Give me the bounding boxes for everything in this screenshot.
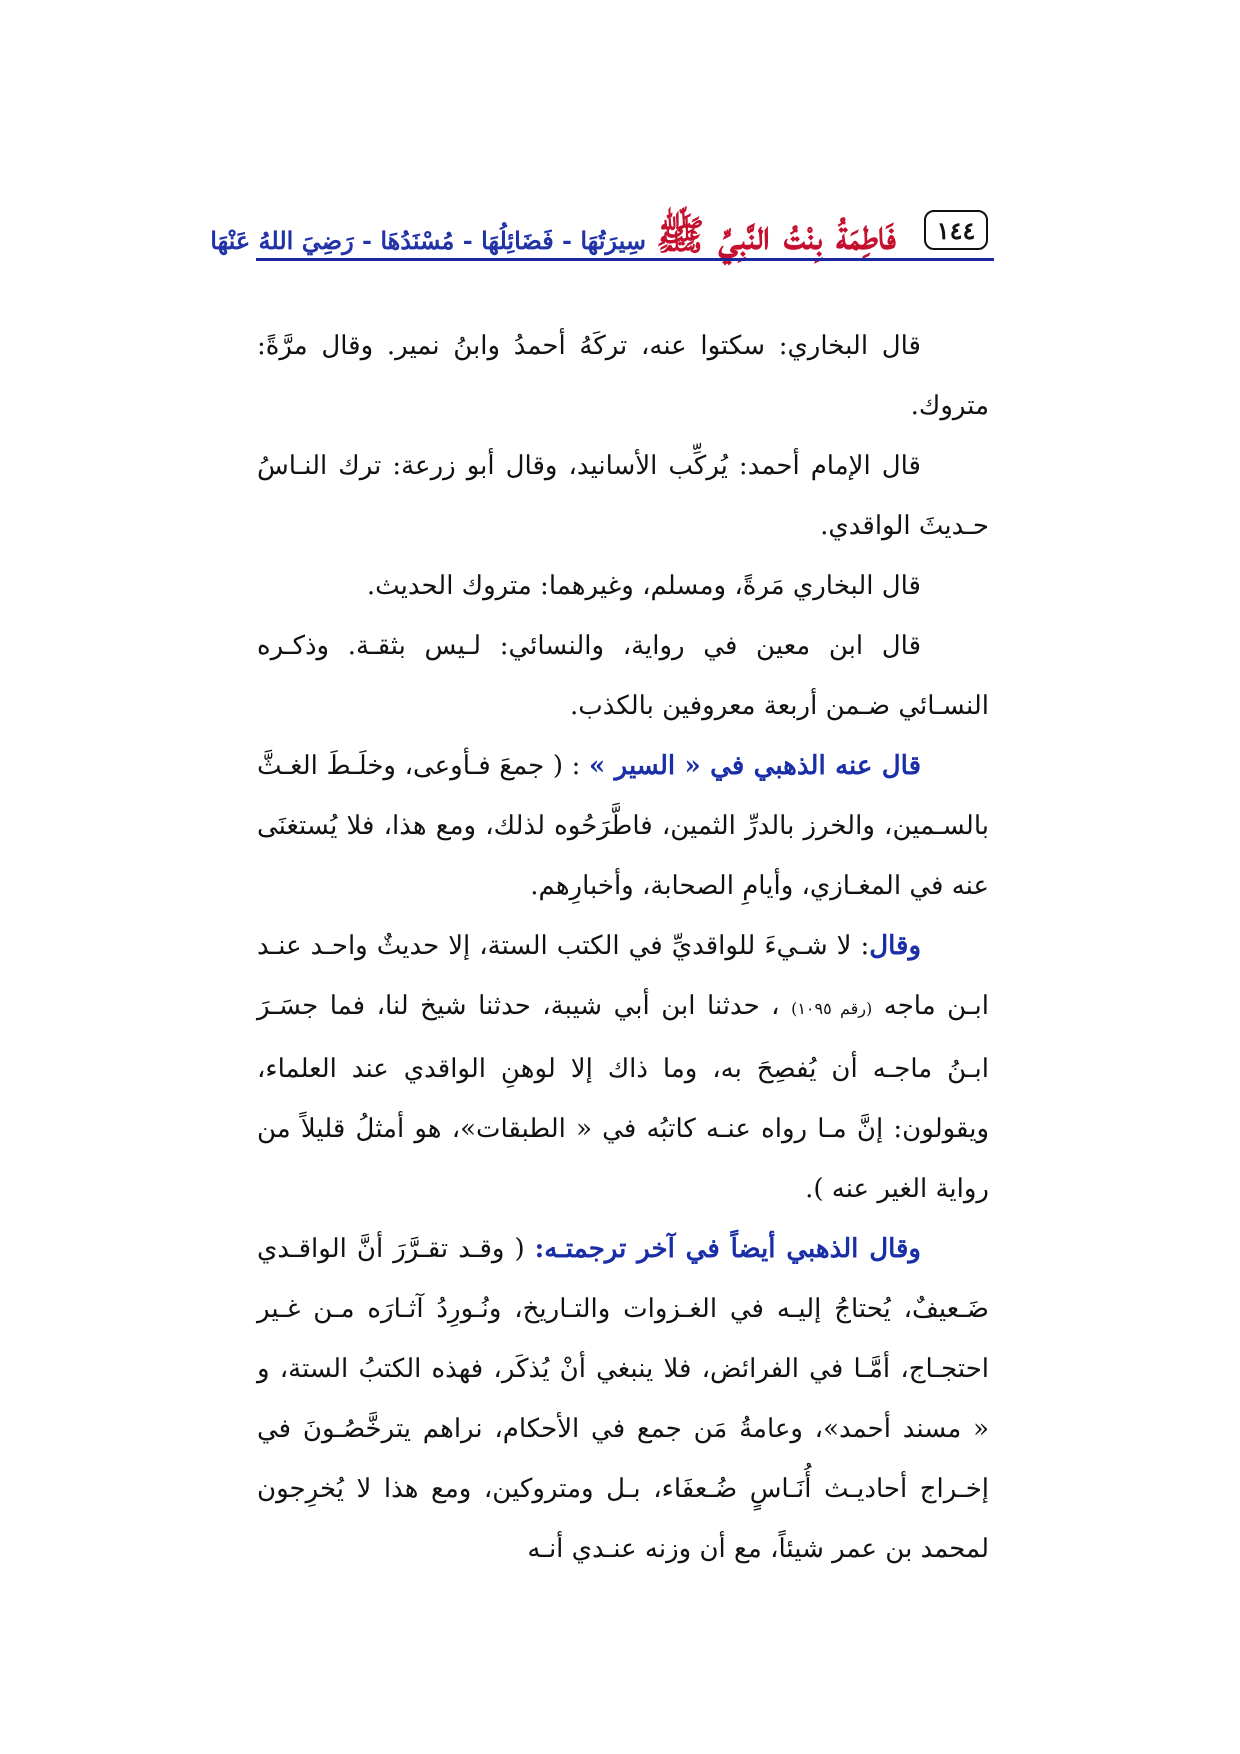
paragraph-6-note: (رقم ١٠٩٥) (791, 999, 873, 1018)
paragraph-2: قال الإمام أحمد: يُركِّب الأسانيد، وقال أبو زرعة: ترك النـاسُ حـديثَ الواقدي. (257, 451, 989, 541)
paragraph-5-lead: قال عنه الذهبي في « السير » (588, 751, 921, 781)
paragraph-6-lead: وقال (869, 931, 921, 961)
book-subtitle: سِيرَتُهَا - فَضَائِلُهَا - مُسْنَدُهَا - رَضِيَ اللهُ عَنْهَا (210, 225, 646, 255)
paragraph-7 (257, 1219, 989, 1579)
paragraph-6-text-a: : لا شـيءَ للواقديِّ في الكتب الستة، إلا حديثٌ واحـد عنـد ابـن ماجه (257, 931, 990, 1021)
running-title (210, 196, 896, 259)
page-header (210, 196, 994, 262)
paragraph-6-text-b: ، حدثنا ابن أبي شيبة، حدثنا شيخ لنا، فما جسَـرَ ابـنُ ماجـه أن يُفصِحَ به، وما ذاك إلا لوهنِ الواقدي عند العلماء، ويقولون: إنَّ مـا رواه عنـه كاتبُه في « الطبقات»، هو أمثلُ قليلاً من رواية الغير عنه ). (257, 991, 989, 1204)
paragraph-5 (257, 736, 989, 916)
page-body (257, 316, 989, 1579)
paragraph-3: قال البخاري مَرةً، ومسلم، وغيرهما: متروك الحديث. (366, 571, 921, 601)
paragraph-7-lead: وقال الذهبي أيضاً في آخر ترجمتـه: (534, 1234, 921, 1264)
page-number: ١٤٤ (924, 210, 988, 250)
paragraph-1: قال البخاري: سكتوا عنه، تركَهُ أحمدُ وابنُ نمير. وقال مرَّةً: متروك. (257, 331, 989, 421)
paragraph-4: قال ابن معين في رواية، والنسائي: لـيس بثقـة. وذكـره النسـائي ضـمن أربعة معروفين بالكذب. (257, 631, 989, 721)
book-title: فَاطِمَةُ بِنْتُ النَّبِيِّ ﷺ (656, 212, 896, 259)
paragraph-6 (257, 916, 989, 1219)
paragraph-5-text: : ( جمعَ فـأوعى، وخلَـطَ الغـثَّ بالسـمين، والخرز بالدرِّ الثمين، فاطَّرَحُوه لذلك، ومع هذا، فلا يُستغنَى عنه في المغـازي، وأيامِ الصحابة، وأخبارِهم. (257, 751, 989, 901)
paragraph-7-text: ( وقـد تقـرَّرَ أنَّ الواقـدي ضَـعيفٌ، يُحتاجُ إليـه في الغـزوات والتـاريخ، ونُـورِدُ آثـارَه مـن غـير احتجـاج، أمَّـا في الفرائض، فلا ينبغي أنْ يُذكَر، فهذه الكتبُ الستة، و « مسند أحمد»، وعامةُ مَن جمع في الأحكام، نراهم يترخَّصُـونَ في إخـراج أحاديـث أُنَـاسٍ ضُـعفَاء، بـل ومتروكين، ومع هذا لا يُخرِجون لمحمد بن عمر شيئاً، مع أن وزنه عنـدي أنـه (257, 1234, 989, 1564)
header-divider (256, 258, 994, 261)
